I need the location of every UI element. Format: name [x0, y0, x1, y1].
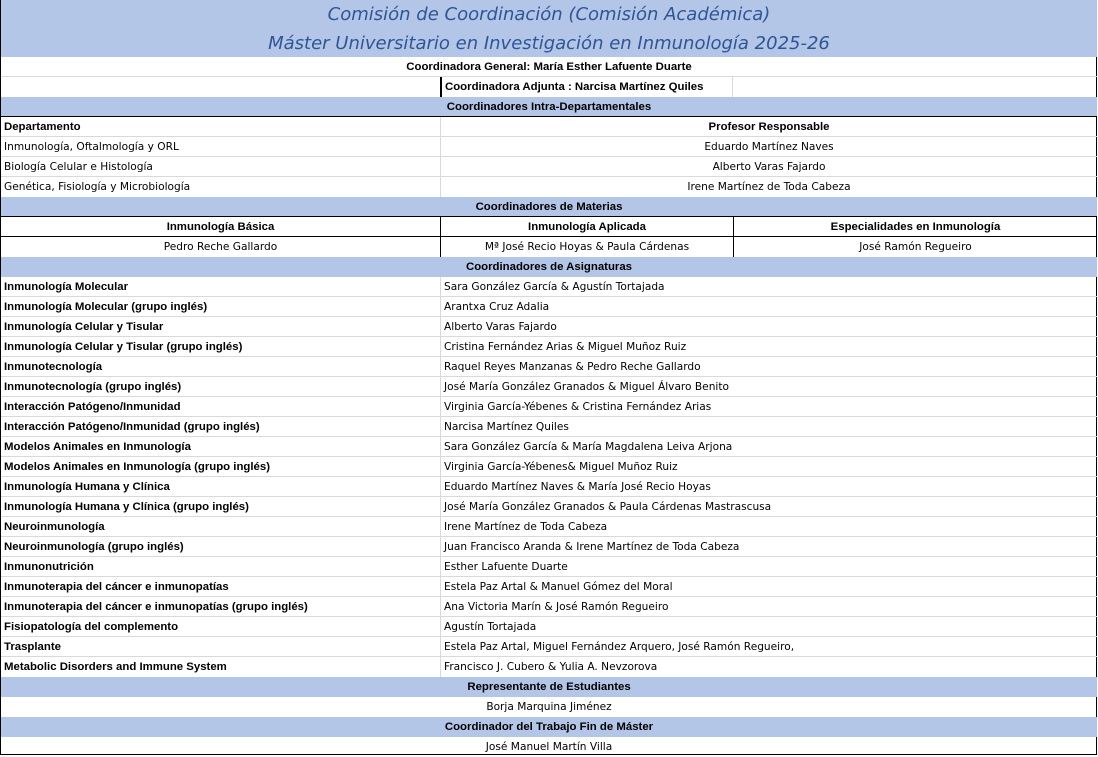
table-row — [1, 277, 1097, 297]
table-row — [1, 637, 1097, 657]
subject-coordinators-cell: Esther Lafuente Duarte — [444, 561, 568, 573]
table-row — [1, 517, 1097, 537]
subject-cell: Inmunotecnología (grupo inglés) — [1, 377, 441, 397]
subject-cell: Inmunonutrición — [1, 557, 441, 577]
subject-coordinators-cell: Virginia García-Yébenes & Cristina Fernández Arias — [444, 401, 712, 413]
column-header-department: Departamento — [1, 117, 441, 137]
table-row — [1, 437, 1097, 457]
subject-cell: Modelos Animales en Inmunología (grupo inglés) — [1, 457, 441, 477]
subject-coordinators-cell: Raquel Reyes Manzanas & Pedro Reche Gallardo — [444, 361, 701, 373]
general-coordinator: Coordinadora General: María Esther Lafuente Duarte — [406, 61, 692, 73]
subject-cell: Interacción Patógeno/Inmunidad (grupo inglés) — [1, 417, 441, 437]
table-row — [1, 537, 1097, 557]
section-materias — [1, 197, 1097, 217]
table-row — [1, 317, 1097, 337]
subject-cell: Fisiopatología del complemento — [1, 617, 441, 637]
subject-coordinators-cell: Narcisa Martínez Quiles — [444, 421, 569, 433]
section-heading: Coordinadores de Materias — [475, 201, 623, 213]
materia-coordinator: Mª José Recio Hoyas & Paula Cárdenas — [441, 237, 734, 257]
tfm-coordinator: José Manuel Martín Villa — [485, 741, 613, 753]
professor-cell: Alberto Varas Fajardo — [712, 161, 826, 173]
subject-cell: Inmunología Humana y Clínica — [1, 477, 441, 497]
intra-header-row — [1, 116, 1097, 137]
subject-cell: Inmunología Molecular — [1, 277, 441, 297]
subject-cell: Inmunología Celular y Tisular (grupo inglés) — [1, 337, 441, 357]
subject-cell: Inmunotecnología — [1, 357, 441, 377]
table-row — [1, 657, 1097, 677]
subject-coordinators-cell: Cristina Fernández Arias & Miguel Muñoz Ruiz — [444, 341, 687, 353]
table-row — [1, 417, 1097, 437]
subject-coordinators-cell: Estela Paz Artal & Manuel Gómez del Moral — [444, 581, 673, 593]
materias-values-row — [1, 237, 1097, 257]
subject-coordinators-cell: Virginia García-Yébenes& Miguel Muñoz Ruiz — [444, 461, 678, 473]
table-row — [1, 477, 1097, 497]
title-line-2: Máster Universitario en Investigación en Inmunología 2025-26 — [268, 33, 830, 54]
table-row — [1, 597, 1097, 617]
department-cell: Biología Celular e Histología — [1, 157, 441, 177]
table-row — [1, 177, 1097, 197]
title-line-1: Comisión de Coordinación (Comisión Académica) — [327, 4, 771, 25]
section-heading: Representante de Estudiantes — [467, 681, 631, 693]
adjunta-coordinator-row — [1, 77, 1097, 97]
subject-cell: Modelos Animales en Inmunología — [1, 437, 441, 457]
subject-cell: Inmunología Celular y Tisular — [1, 317, 441, 337]
subject-coordinators-cell: Arantxa Cruz Adalia — [444, 301, 550, 313]
subject-coordinators-cell: Sara González García & Agustín Tortajada — [444, 281, 665, 293]
subject-cell: Inmunoterapia del cáncer e inmunopatías — [1, 577, 441, 597]
student-representative: Borja Marquina Jiménez — [486, 701, 612, 713]
table-row — [1, 137, 1097, 157]
materia-coordinator: José Ramón Regueiro — [859, 241, 972, 253]
materia-header: Inmunología Básica — [1, 217, 441, 237]
adjunta-coordinator: Coordinadora Adjunta : Narcisa Martínez Quiles — [440, 77, 733, 97]
subject-cell: Trasplante — [1, 637, 441, 657]
title-band — [1, 0, 1097, 57]
subject-coordinators-cell: José María González Granados & Paula Cárdenas Mastrascusa — [444, 501, 772, 513]
subject-coordinators-cell: Irene Martínez de Toda Cabeza — [444, 521, 608, 533]
materias-header-row — [1, 216, 1097, 237]
section-intra-departmental — [1, 97, 1097, 117]
table-row — [1, 617, 1097, 637]
subject-coordinators-cell: Alberto Varas Fajardo — [444, 321, 557, 333]
subject-coordinators-cell: Ana Victoria Marín & José Ramón Regueiro — [444, 601, 669, 613]
subject-coordinators-cell: José María González Granados & Miguel Álvaro Benito — [444, 381, 729, 393]
table-row — [1, 357, 1097, 377]
subject-cell: Interacción Patógeno/Inmunidad — [1, 397, 441, 417]
table-row — [1, 557, 1097, 577]
table-row — [1, 577, 1097, 597]
section-heading: Coordinador del Trabajo Fin de Máster — [444, 721, 654, 733]
column-header-professor: Profesor Responsable — [708, 121, 830, 133]
subject-cell: Inmunología Humana y Clínica (grupo inglés) — [1, 497, 441, 517]
subject-cell: Neuroinmunología — [1, 517, 441, 537]
subject-coordinators-cell: Estela Paz Artal, Miguel Fernández Arquero, José Ramón Regueiro, — [444, 641, 795, 653]
subject-coordinators-cell: Agustín Tortajada — [444, 621, 537, 633]
subject-cell: Metabolic Disorders and Immune System — [1, 657, 441, 677]
professor-cell: Eduardo Martínez Naves — [704, 141, 834, 153]
table-row — [1, 377, 1097, 397]
department-cell: Inmunología, Oftalmología y ORL — [1, 137, 441, 157]
subject-cell: Inmunología Molecular (grupo inglés) — [1, 297, 441, 317]
subject-coordinators-cell: Juan Francisco Aranda & Irene Martínez de Toda Cabeza — [444, 541, 740, 553]
section-heading: Coordinadores Intra-Departamentales — [446, 101, 652, 113]
professor-cell: Irene Martínez de Toda Cabeza — [687, 181, 851, 193]
section-asignaturas — [1, 257, 1097, 277]
materia-header: Inmunología Aplicada — [441, 217, 734, 237]
table-row — [1, 397, 1097, 417]
subject-coordinators-cell: Francisco J. Cubero & Yulia A. Nevzorova — [444, 661, 658, 673]
table-row — [1, 157, 1097, 177]
materia-coordinator: Pedro Reche Gallardo — [1, 237, 441, 257]
table-row — [1, 337, 1097, 357]
table-row — [1, 497, 1097, 517]
section-heading: Coordinadores de Asignaturas — [465, 261, 633, 273]
subject-coordinators-cell: Sara González García & María Magdalena Leiva Arjona — [444, 441, 733, 453]
table-row — [1, 297, 1097, 317]
section-tfm — [1, 717, 1097, 737]
department-cell: Genética, Fisiología y Microbiología — [1, 177, 441, 197]
section-students — [1, 677, 1097, 697]
subject-cell: Inmunoterapia del cáncer e inmunopatías (grupo inglés) — [1, 597, 441, 617]
general-coordinator-row — [1, 57, 1097, 77]
subject-cell: Neuroinmunología (grupo inglés) — [1, 537, 441, 557]
table-row — [1, 457, 1097, 477]
materia-header: Especialidades en Inmunología — [830, 221, 1001, 233]
subject-coordinators-cell: Eduardo Martínez Naves & María José Recio Hoyas — [444, 481, 711, 493]
